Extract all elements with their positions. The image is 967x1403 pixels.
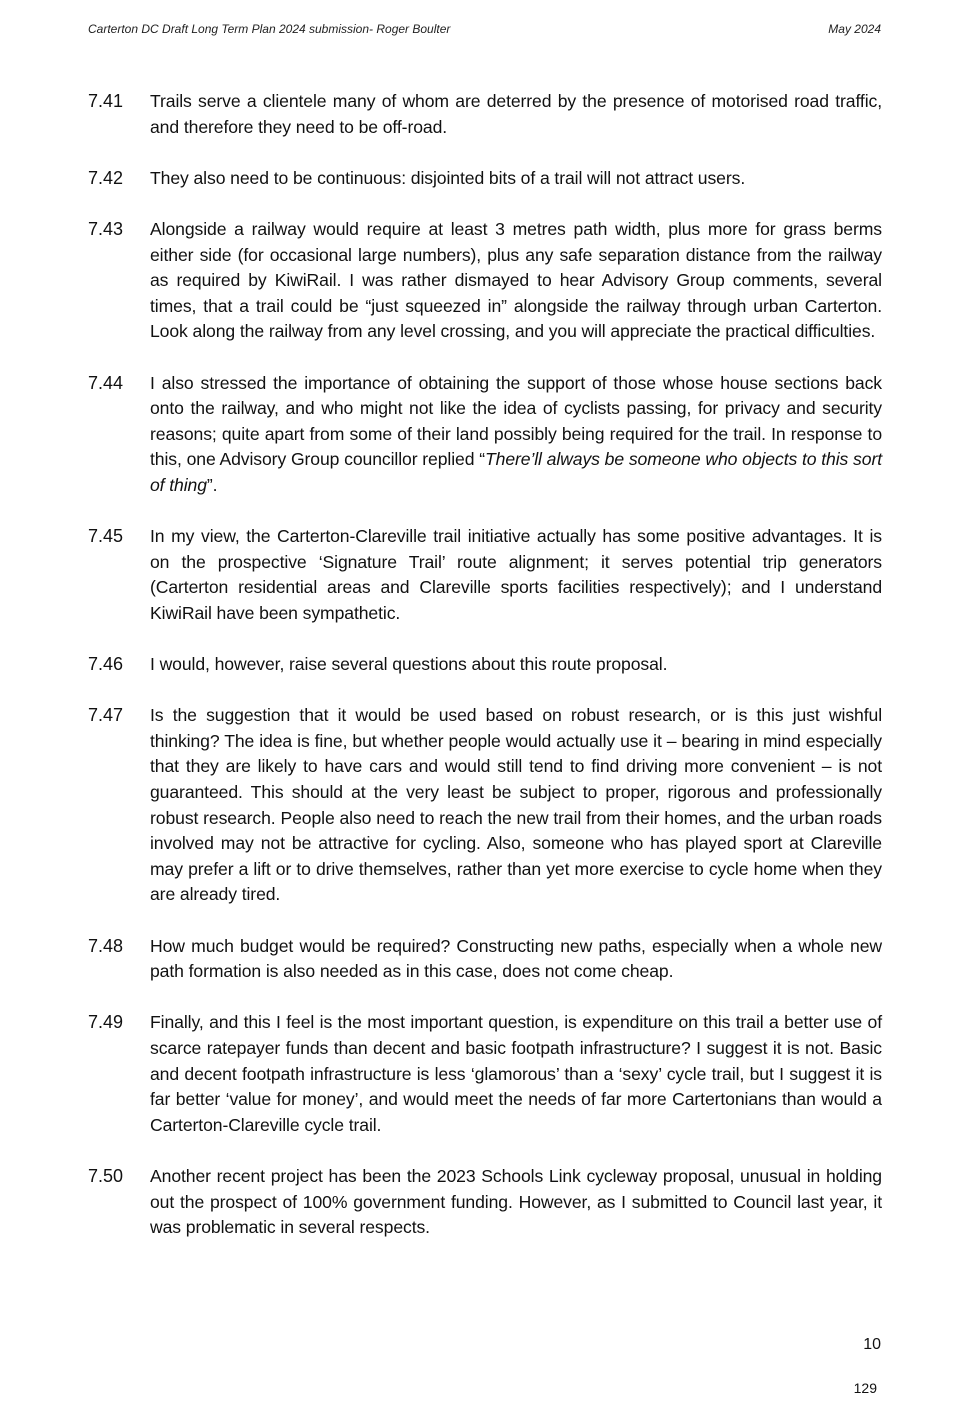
paragraph-7-44 [88,371,882,499]
paragraph-7-45 [88,524,882,626]
page-header [88,22,881,42]
document-body [88,89,882,1266]
document-page-number: 129 [853,1380,877,1396]
paragraph-text: Is the suggestion that it would be used based on robust research, or is this just wishful thinking? The idea is fine, but whether people would actually use it – bearing in mind especially that they are likely to have cars and would still tend to find driving more convenient – is not guaranteed. This should at the very least be subject to proper, rigorous and professionally robust research. People also need to reach the new trail from their homes, and the urban roads involved may not be attractive for cycling. Also, someone who has played sport at Clareville may prefer a lift or to drive themselves, rather than yet more exercise to cycle home when they are already tired. [150,705,882,905]
paragraph-number: 7.41 [88,91,124,111]
paragraph-number: 7.44 [88,372,124,393]
paragraph-7-47 [88,703,882,908]
paragraph-text [150,371,882,499]
paragraph-7-50 [88,1164,882,1241]
header-date: May 2024 [828,22,881,36]
paragraph-number: 7.43 [88,218,124,239]
paragraph-number: 7.49 [88,1012,124,1033]
paragraph-number: 7.47 [88,705,124,726]
paragraph-number: 7.42 [88,167,124,188]
paragraph-text: Alongside a railway would require at least 3 metres path width, plus more for grass berms either side (for occasional large numbers), plus any safe separation distance from the railway as required by KiwiRail. I was rather dismayed to hear Advisory Group comments, several times, that a trail could be “just squeezed in” alongside the railway through urban Carterton. Look along the railway from any level crossing, and you will appreciate the practical difficulties. [150,218,882,342]
paragraph-text-after: ”. [206,474,218,495]
paragraph-text: In my view, the Carterton-Clareville trail initiative actually has some positive advantages. It is on the prospective ‘Signature Trail’ route alignment; it serves potential trip generators (Carterton residential areas and Clareville sports facilities respectively); and I understand KiwiRail have been sympathetic. [150,526,882,623]
paragraph-7-42 [88,166,882,192]
paragraph-number: 7.45 [88,526,124,547]
paragraph-7-48 [88,934,882,985]
quoted-remark: There’ll always be someone who objects to this sort of thing [150,449,882,495]
paragraph-number: 7.48 [88,935,124,956]
paragraph-text-before: I also stressed the importance of obtaining the support of those whose house sections back onto the railway, and who might not like the idea of cyclists passing, for privacy and security reasons; quite apart from some of their land possibly being required for the trail. In response to this, one Advisory Group councillor replied “ [150,372,882,470]
paragraph-text: How much budget would be required? Constructing new paths, especially when a whole new path formation is also needed as in this case, does not come cheap. [150,935,882,982]
paragraph-text: Another recent project has been the 2023 Schools Link cycleway proposal, unusual in holding out the prospect of 100% government funding. However, as I submitted to Council last year, it was problematic in several respects. [150,1165,882,1238]
page-number: 10 [863,1336,881,1353]
paragraph-number: 7.50 [88,1165,124,1186]
paragraph-7-46 [88,652,882,678]
paragraph-text: I would, however, raise several questions about this route proposal. [150,654,668,675]
header-title: Carterton DC Draft Long Term Plan 2024 submission- Roger Boulter [88,22,451,36]
paragraph-text: They also need to be continuous: disjointed bits of a trail will not attract users. [150,167,746,188]
paragraph-number: 7.46 [88,654,124,675]
paragraph-7-41 [88,89,882,140]
paragraph-7-49 [88,1010,882,1138]
paragraph-7-43 [88,217,882,345]
paragraph-text: Finally, and this I feel is the most important question, is expenditure on this trail a better use of scarce ratepayer funds than decent and basic footpath infrastructure? I suggest it is not. Basic and decent footpath infrastructure is less ‘glamorous’ than a ‘sexy’ cycle trail, but I suggest it is far better ‘value for money’, and would meet the needs of far more Cartertonians than would a Carterton-Clareville cycle trail. [150,1012,882,1135]
paragraph-text: Trails serve a clientele many of whom are deterred by the presence of motorised road traffic, and therefore they need to be off-road. [150,91,882,137]
